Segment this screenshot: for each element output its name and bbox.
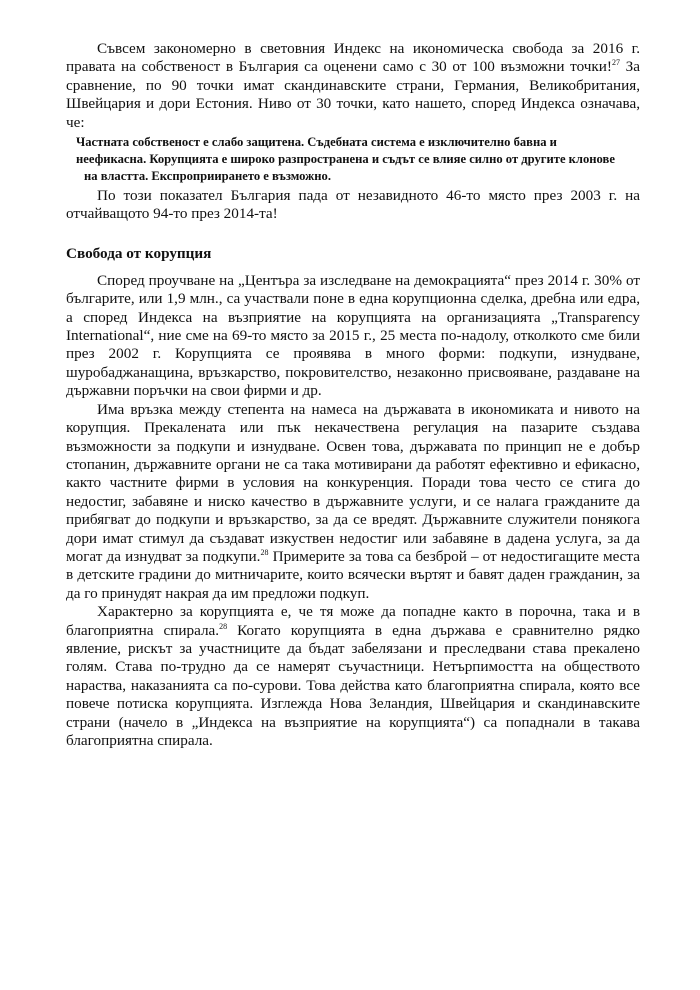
paragraph-state-intervention: [66, 401, 640, 603]
paragraph-text: Характерно за корупцията е, че тя може да попадне както в порочна, така и в благоприятна спирала.: [66, 603, 640, 639]
quote-line: Частната собственост е слабо защитена. Съдебната система е изключително бавна и: [76, 135, 557, 150]
quote-line: на властта. Експроприирането е възможно.: [84, 169, 331, 184]
section-heading: Свобода от корупция: [66, 244, 212, 262]
paragraph-property-rights: [66, 40, 640, 132]
document-body: [66, 40, 640, 750]
paragraph-survey: Според проучване на „Центъра за изследване на демокрацията“ през 2014 г. 30% от българите, или 1,9 млн., са участвали поне в една корупционна сделка, дребна или едра, а според Индекса на възприятие на корупцията на организацията „Transparency International“, ние сме на 69-то място за 2015 г., 25 места по-надолу, отколкото сме били през 2002 г. Корупцията се проявява в много форми: подкупи, изнудване, шуробаджанащина, връзкарство, покровителство, незаконно присвояване, раздаване на държавни поръчки на свои фирми и др.: [66, 271, 640, 400]
paragraph-text: За сравнение, по 90 точки имат скандинавските страни, Германия, Великобритания, Швейцария и дори Естония. Ниво от 30 точки, като нашето, според Индекса означава, че:: [66, 58, 640, 131]
paragraph-text: Когато корупцията в една държава е сравнително рядко явление, рискът за участниците да бъдат забелязани и преследвани става прекалено голям. Става по-трудно да се намерят съучастници. Нетърпимостта на обществото нараства, наказанията са по-сурови. Това действа като благоприятна спирала, която все повече потиска корупцията. Изглежда Нова Зеландия, Швейцария и скандинавските страни (начело в „Индекса на възприятие на корупцията“) са попаднали в такава благоприятна спирала.: [66, 621, 640, 749]
paragraph-ranking: По този показател България пада от незавидното 46-то място през 2003 г. на отчайващото 94-то през 2014-та!: [66, 187, 640, 223]
footnote-ref: 28: [219, 621, 228, 631]
paragraph-spiral: [66, 603, 640, 750]
paragraph-text: Примерите за това са безброй – от недостигащите места в детските градини до митничарите, които всячески въртят и бавят даден гражданин, за да го принудят накрая да им предложи подкуп.: [66, 547, 640, 602]
footnote-ref: 27: [612, 58, 620, 68]
paragraph-text: Има връзка между степента на намеса на държавата в икономиката и нивото на корупция. Прекалената или пък некачествена регулация на пазарите създава възможности за подкупи и изнудване. Освен това, държавата по принцип не е добър стопанин, държавните органи не са така мотивирани да работят ефективно и ефикасно, както частните фирми в условия на конкуренция. Поради това често се стига до недостиг, забавяне и ниско качество в държавните услуги, и се налага гражданите да прибягват до подкупи и връзкарство, за да се вредят. Държавните служители понякога дори имат стимул да създават изкуствен недостиг или забавяне в дадена услуга, за да могат да изнудват за подкупи.: [66, 400, 640, 565]
paragraph-text: Съвсем закономерно в световния Индекс на икономическа свобода за 2016 г. правата на собственост в България са оценени само с 30 от 100 възможни точки!: [66, 40, 640, 76]
footnote-ref: 28: [260, 547, 269, 557]
index-quote: [76, 134, 640, 185]
quote-line: неефикасна. Корупцията е широко разпространена и съдът се влияе силно от другите клонове: [76, 152, 615, 167]
